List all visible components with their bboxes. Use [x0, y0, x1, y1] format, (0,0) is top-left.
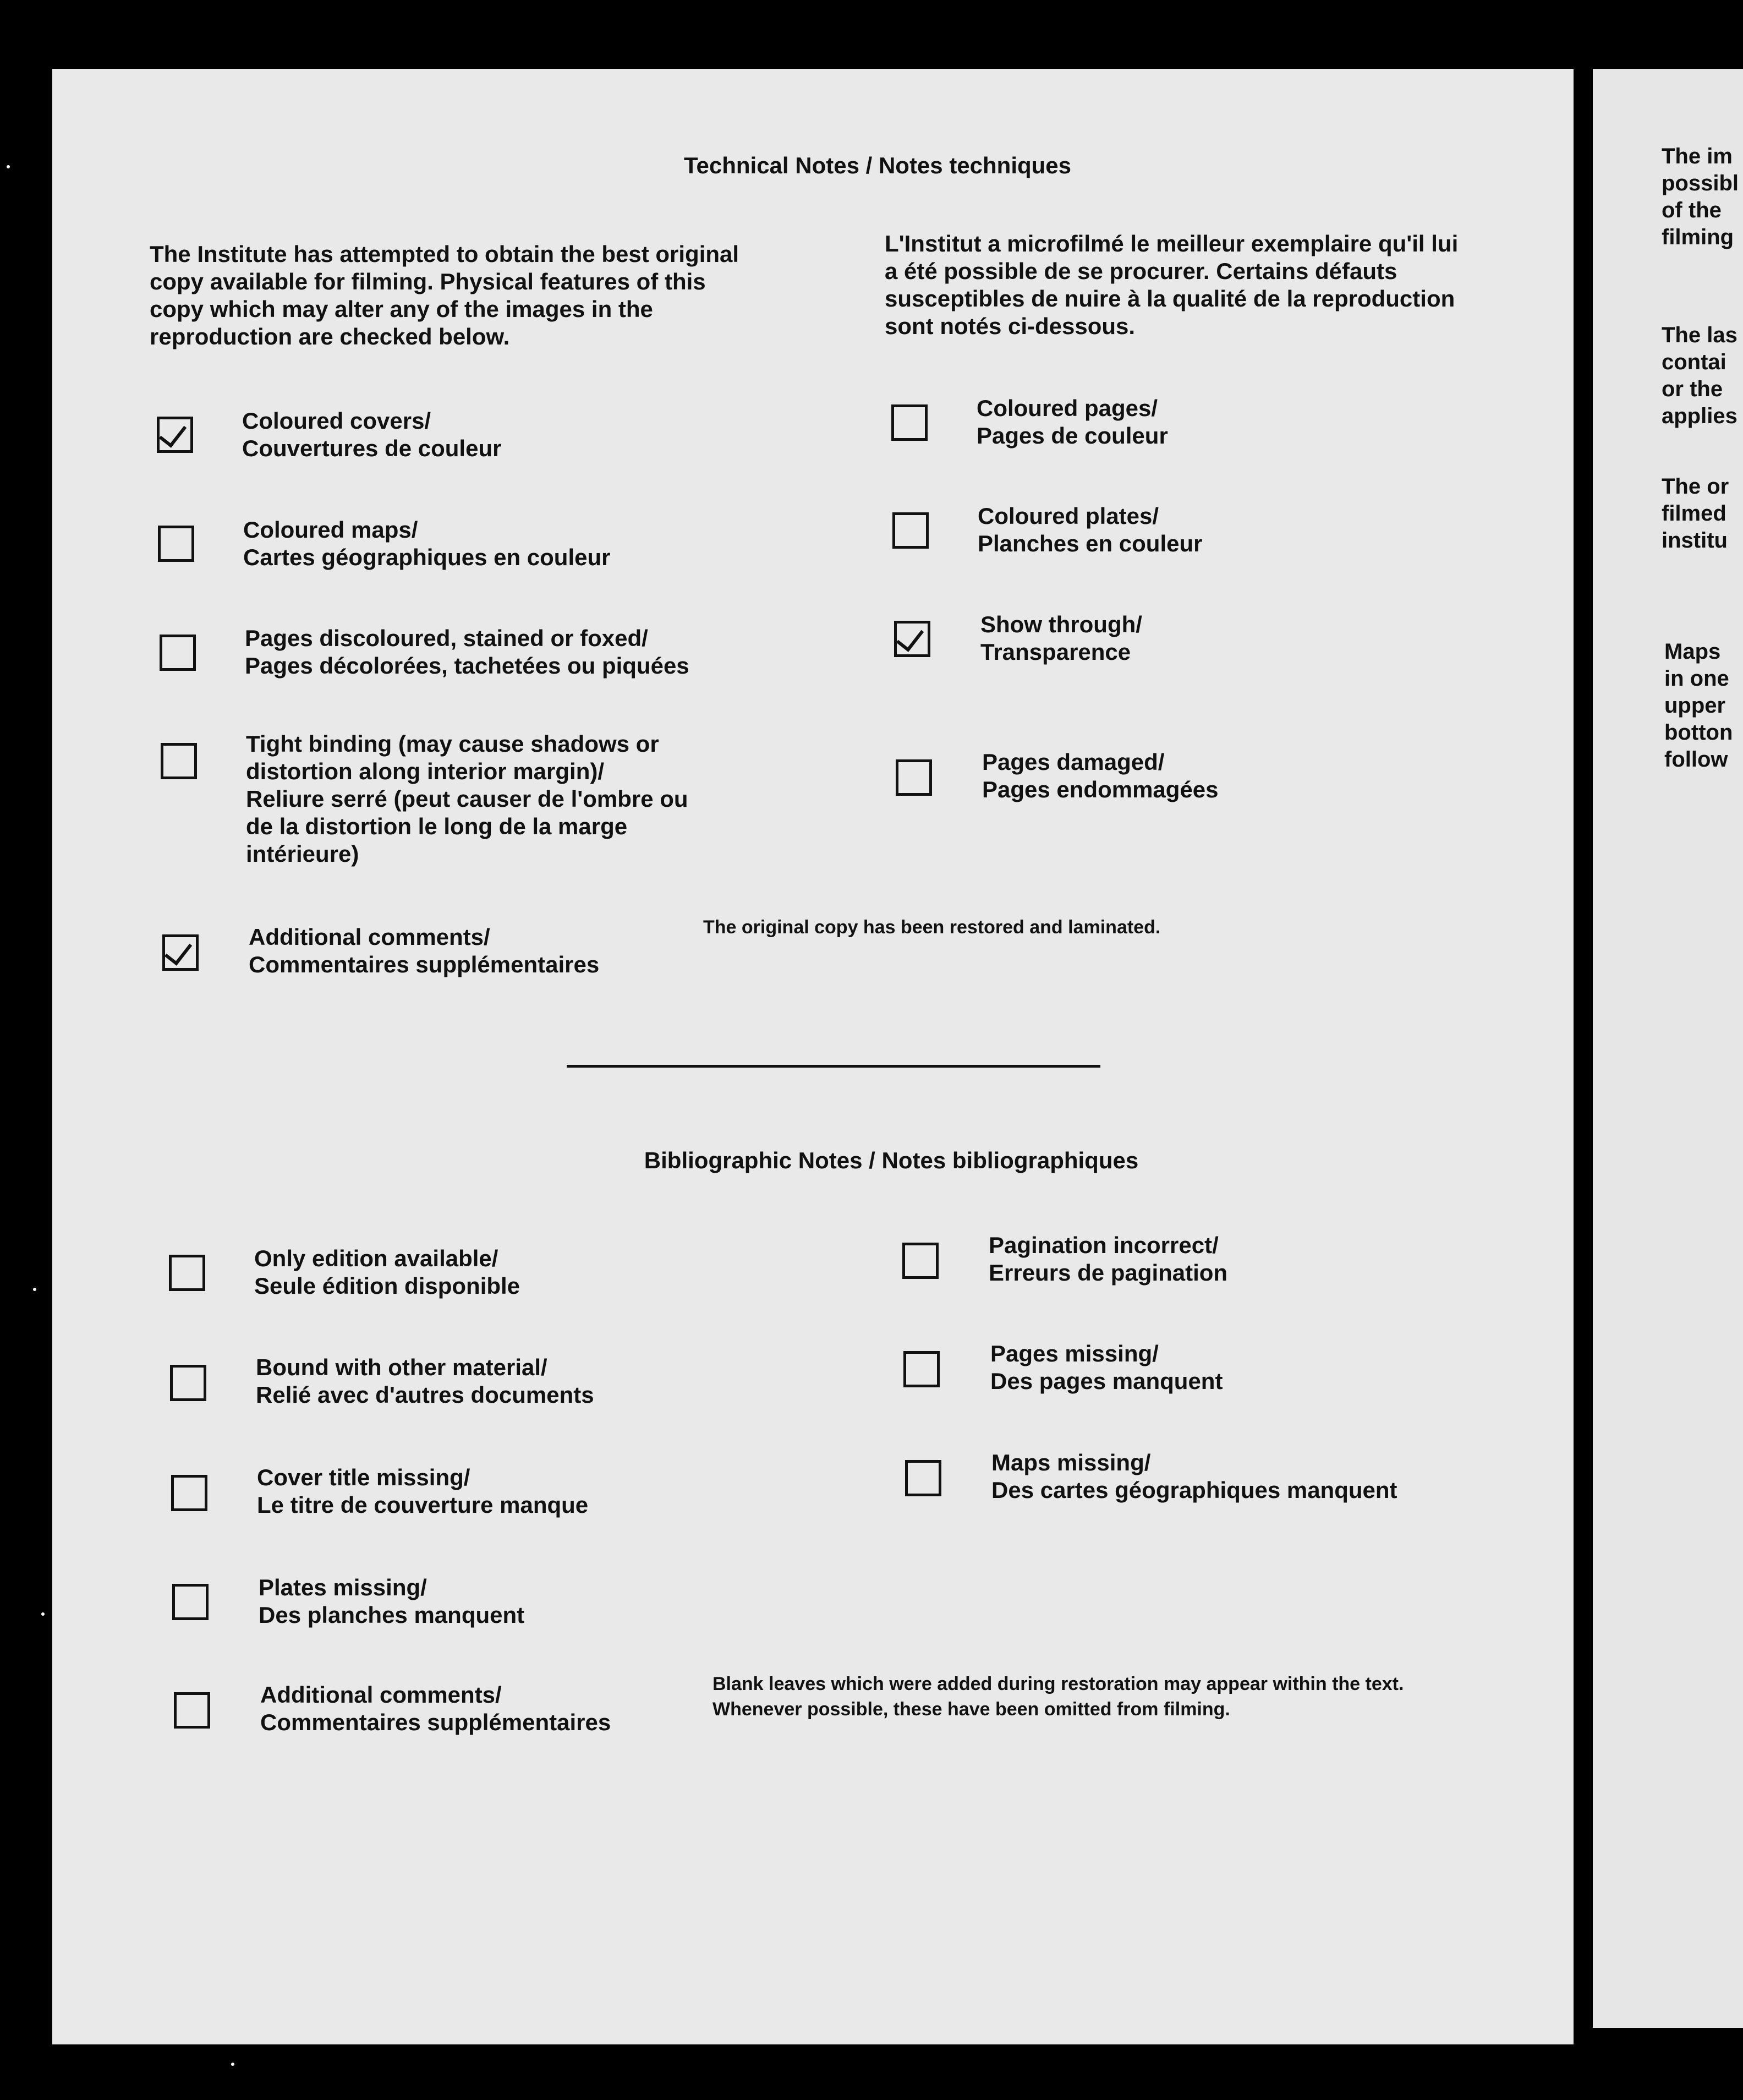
checkbox-coloured-covers[interactable]: [157, 417, 193, 453]
dust-speck: [33, 1288, 36, 1291]
label-only-edition: Only edition available/ Seule édition disponible: [254, 1245, 520, 1299]
technical-notes-page: [52, 69, 1574, 2044]
dust-speck: [7, 165, 10, 168]
margin-paragraph-3: The or filmed institu: [1662, 474, 1729, 553]
label-pagination-incorrect: Pagination incorrect/ Erreurs de pagination: [989, 1232, 1228, 1286]
technical-comment-text: The original copy has been restored and laminated.: [703, 917, 1161, 938]
label-tight-binding: Tight binding (may cause shadows or distortion along interior margin)/ Reliure serré (peut causer de l'ombre ou de la distortion le long de la marge intérieure): [246, 731, 688, 867]
intro-french: L'Institut a microfilmé le meilleur exemplaire qu'il lui a été possible de se procurer. Certains défauts susceptibles de nuire à la qualité de la reproduction sont notés ci-dessous.: [885, 231, 1459, 339]
margin-paragraph-1: The im possibl of the filming: [1662, 144, 1739, 249]
section-divider: [567, 1065, 1100, 1068]
checkbox-additional-comments-bibliographic[interactable]: [174, 1692, 210, 1729]
checkbox-tight-binding[interactable]: [161, 743, 197, 779]
checkbox-pages-damaged[interactable]: [896, 759, 932, 796]
checkbox-cover-title-missing[interactable]: [171, 1475, 207, 1511]
checkbox-coloured-maps[interactable]: [158, 526, 194, 562]
technical-notes-heading: Technical Notes / Notes techniques: [683, 152, 1072, 178]
label-additional-comments-bibliographic: Additional comments/ Commentaires supplémentaires: [260, 1682, 611, 1735]
checkmark-icon: [159, 418, 187, 447]
checkbox-pagination-incorrect[interactable]: [902, 1243, 939, 1279]
checkmark-icon: [165, 936, 192, 965]
label-coloured-plates: Coloured plates/ Planches en couleur: [978, 503, 1203, 556]
checkbox-maps-missing[interactable]: [905, 1460, 941, 1496]
label-pages-missing: Pages missing/ Des pages manquent: [990, 1341, 1223, 1394]
label-plates-missing: Plates missing/ Des planches manquent: [259, 1574, 525, 1628]
checkbox-only-edition[interactable]: [169, 1255, 205, 1291]
checkbox-coloured-pages[interactable]: [891, 404, 928, 441]
label-coloured-maps: Coloured maps/ Cartes géographiques en couleur: [243, 517, 611, 570]
dust-speck: [41, 1612, 45, 1616]
checkbox-bound-with[interactable]: [170, 1365, 206, 1401]
label-pages-discoloured: Pages discoloured, stained or foxed/ Pages décolorées, tachetées ou piquées: [245, 625, 689, 679]
adjacent-page-fragment: [1593, 69, 1743, 2028]
label-maps-missing: Maps missing/ Des cartes géographiques manquent: [991, 1450, 1397, 1503]
label-coloured-covers: Coloured covers/ Couvertures de couleur: [242, 408, 502, 461]
checkmark-icon: [896, 622, 924, 652]
bibliographic-comment-text: Blank leaves which were added during restoration may appear within the text. Whenever possible, these have been omitted from filming.: [712, 1674, 1404, 1720]
label-show-through: Show through/ Transparence: [980, 611, 1142, 665]
checkbox-coloured-plates[interactable]: [892, 512, 929, 549]
dust-speck: [231, 2063, 234, 2066]
label-coloured-pages: Coloured pages/ Pages de couleur: [977, 395, 1168, 449]
bibliographic-notes-heading: Bibliographic Notes / Notes bibliographiques: [644, 1147, 1139, 1173]
checkbox-show-through[interactable]: [894, 621, 930, 657]
label-additional-comments-technical: Additional comments/ Commentaires supplémentaires: [249, 924, 600, 977]
checkbox-pages-missing[interactable]: [903, 1351, 940, 1387]
label-cover-title-missing: Cover title missing/ Le titre de couverture manque: [257, 1464, 589, 1518]
label-pages-damaged: Pages damaged/ Pages endommagées: [982, 749, 1219, 802]
label-bound-with: Bound with other material/ Relié avec d'autres documents: [256, 1354, 594, 1408]
checkbox-pages-discoloured[interactable]: [160, 635, 196, 671]
margin-paragraph-2: The las contai or the applies: [1662, 323, 1737, 428]
intro-english: The Institute has attempted to obtain the best original copy available for filming. Physical features of this copy which may alter any of the images in the reproduction are checked below.: [150, 241, 739, 349]
margin-paragraph-4: Maps in one upper botton follow: [1664, 639, 1733, 772]
checkbox-additional-comments-technical[interactable]: [162, 934, 199, 971]
checkbox-plates-missing[interactable]: [172, 1584, 209, 1620]
